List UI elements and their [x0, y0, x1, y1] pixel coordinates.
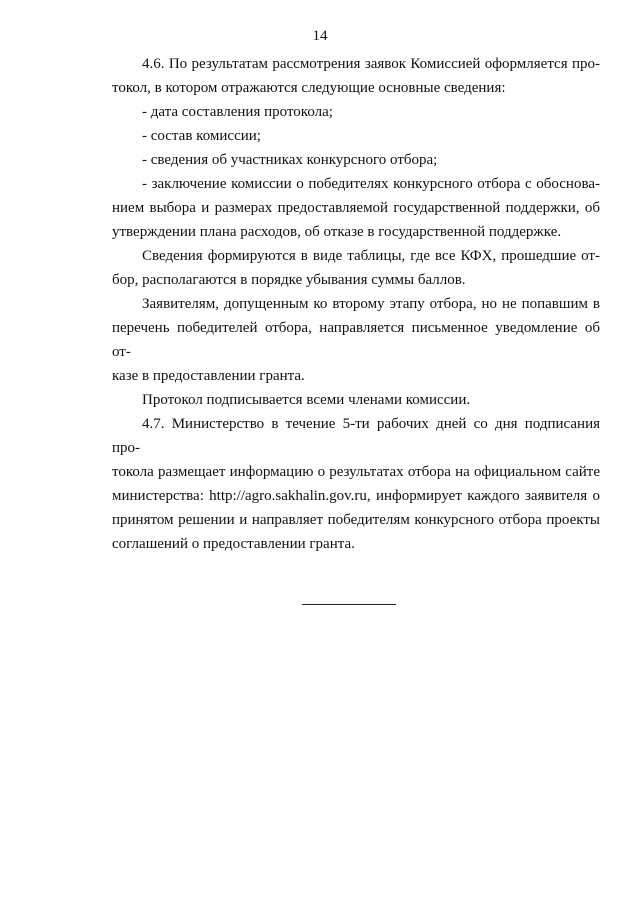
paragraph-table-info [112, 244, 600, 292]
text-line: - состав комиссии; [142, 128, 261, 144]
list-item-participants [112, 148, 600, 172]
end-of-document-rule [302, 604, 396, 605]
text-line: утверждении плана расходов, об отказе в государственной поддержке. [112, 224, 562, 240]
text-line: Заявителям, допущенным ко второму этапу отбора, но не попавшим в [142, 296, 600, 312]
paragraph-rejection-notice [112, 292, 600, 388]
text-line: Сведения формируются в виде таблицы, где все КФХ, прошедшие от- [142, 248, 600, 264]
text-line: 4.6. По результатам рассмотрения заявок Комиссией оформляется про- [142, 56, 600, 72]
text-line: 4.7. Министерство в течение 5-ти рабочих дней со дня подписания про- [112, 416, 600, 456]
paragraph-4-7-publication [112, 412, 600, 556]
text-line: соглашений о предоставлении гранта. [112, 536, 355, 552]
text-line: токол, в котором отражаются следующие основные сведения: [112, 80, 506, 96]
list-item-commission-conclusion [112, 172, 600, 244]
paragraph-4-6-intro [112, 52, 600, 100]
list-item-commission-members [112, 124, 600, 148]
paragraph-protocol-signing [112, 388, 600, 412]
page-number: 14 [312, 28, 328, 44]
list-item-protocol-date [112, 100, 600, 124]
text-line: Протокол подписывается всеми членами комиссии. [142, 392, 471, 408]
text-line: - сведения об участниках конкурсного отбора; [142, 152, 438, 168]
text-line: - дата составления протокола; [142, 104, 333, 120]
text-line: бор, располагаются в порядке убывания суммы баллов. [112, 272, 466, 288]
text-line: перечень победителей отбора, направляется письменное уведомление об от- [112, 320, 600, 360]
text-line: нием выбора и размерах предоставляемой государственной поддержки, об [112, 200, 600, 216]
text-line: казе в предоставлении гранта. [112, 368, 305, 384]
text-line: министерства: http://agro.sakhalin.gov.ru, информирует каждого заявителя о [112, 488, 600, 504]
text-line: токола размещает информацию о результатах отбора на официальном сайте [112, 464, 600, 480]
text-line: принятом решении и направляет победителям конкурсного отбора проекты [112, 512, 600, 528]
document-body [112, 52, 600, 556]
text-line: - заключение комиссии о победителях конкурсного отбора с обоснова- [142, 176, 600, 192]
